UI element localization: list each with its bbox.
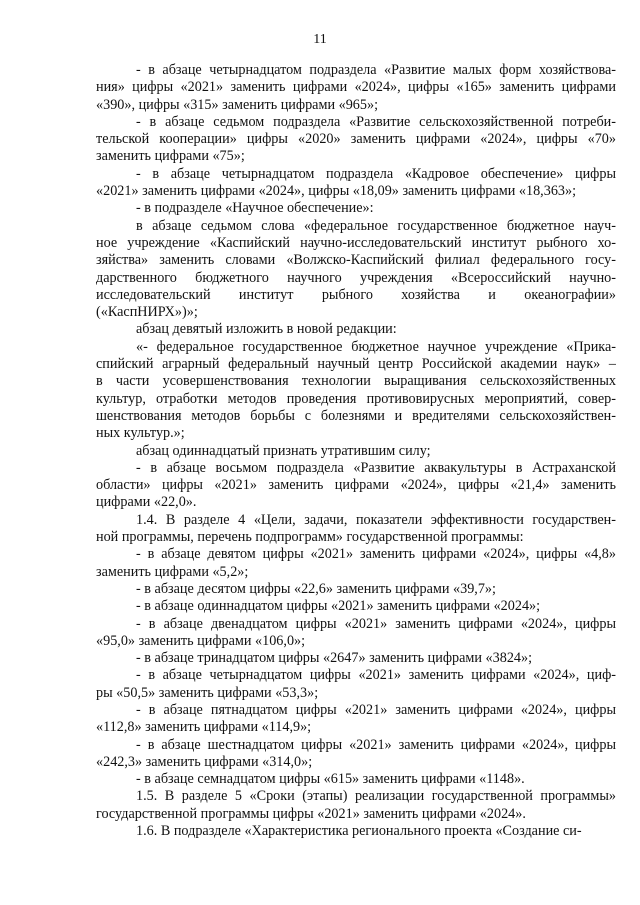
page-number: 11 [313, 32, 327, 47]
text-line: в абзаце седьмом слова «федеральное государственное бюджетное науч- [136, 217, 616, 234]
text-line: - в абзаце двенадцатом цифры «2021» заменить цифрами «2024», цифры [136, 615, 616, 632]
text-line: - в абзаце одиннадцатом цифры «2021» заменить цифрами «2024»; [136, 598, 541, 615]
paragraph [96, 650, 616, 667]
paragraph [96, 581, 616, 598]
text-line: спийский аграрный федеральный научный центр Российской академии наук» – [96, 356, 616, 373]
paragraph [96, 114, 616, 166]
text-line: ное учреждение «Каспийский научно-исследовательский институт рыбного хо- [96, 234, 616, 251]
text-line: 1.4. В разделе 4 «Цели, задачи, показатели эффективности государствен- [136, 511, 616, 528]
text-line: - в абзаце четырнадцатом цифры «2021» заменить цифрами «2024», циф- [136, 667, 616, 684]
text-line: - в абзаце шестнадцатом цифры «2021» заменить цифрами «2024», цифры [136, 736, 616, 753]
paragraph [96, 823, 616, 840]
paragraph [96, 788, 616, 823]
text-line: «390», цифры «315» заменить цифрами «965»; [96, 96, 379, 113]
paragraph [96, 339, 616, 443]
text-line: - в абзаце семнадцатом цифры «615» заменить цифрами «1148». [136, 771, 525, 788]
text-line: «2021» заменить цифрами «2024», цифры «18,09» заменить цифрами «18,363»; [96, 183, 577, 200]
paragraph [96, 460, 616, 512]
text-line: абзац девятый изложить в новой редакции: [136, 321, 397, 338]
text-line: («КаспНИРХ»)»; [96, 304, 198, 321]
text-line: «112,8» заменить цифрами «114,9»; [96, 719, 312, 736]
text-line: цифрами «22,0». [96, 494, 197, 511]
text-line: исследовательский институт рыбного хозяйства и океанографии» [96, 286, 616, 303]
paragraph [96, 702, 616, 737]
text-line: «242,3» заменить цифрами «314,0»; [96, 753, 313, 770]
text-line: области» цифры «2021» заменить цифрами «2024», цифры «21,4» заменить [96, 477, 616, 494]
text-line: - в абзаце пятнадцатом цифры «2021» заменить цифрами «2024», цифры [136, 701, 616, 718]
text-line: абзац одиннадцатый признать утратившим силу; [136, 442, 431, 459]
paragraph [96, 218, 616, 322]
text-line: - в абзаце четырнадцатом подраздела «Кадровое обеспечение» цифры [136, 165, 616, 182]
paragraph [96, 512, 616, 547]
paragraph [96, 443, 616, 460]
text-line: зяйства» заменить словами «Волжско-Каспийский филиал федерального госу- [96, 252, 616, 269]
text-line: - в абзаце восьмом подраздела «Развитие аквакультуры в Астраханской [136, 459, 616, 476]
text-line: в части усовершенствования технологии выращивания сельскохозяйственных [96, 373, 616, 390]
paragraph [96, 62, 616, 114]
text-line: - в абзаце десятом цифры «22,6» заменить цифрами «39,7»; [136, 580, 496, 597]
text-line: дарственного бюджетного научного учреждения «Всероссийский научно- [96, 269, 616, 286]
text-line: 1.6. В подразделе «Характеристика регионального проекта «Создание си- [136, 823, 582, 840]
text-line: культур, отработки методов проведения противовирусных мероприятий, совер- [96, 390, 616, 407]
text-line: тельской кооперации» цифры «2020» заменить цифрами «2024», цифры «70» [96, 131, 616, 148]
text-line: - в подразделе «Научное обеспечение»: [136, 200, 374, 217]
text-line: заменить цифрами «75»; [96, 148, 245, 165]
text-line: ния» цифры «2021» заменить цифрами «2024», цифры «165» заменить цифрами [96, 79, 616, 96]
paragraph [96, 166, 616, 201]
text-line: ры «50,5» заменить цифрами «53,3»; [96, 684, 319, 701]
text-line: «95,0» заменить цифрами «106,0»; [96, 632, 306, 649]
text-line: ных культур.»; [96, 425, 185, 442]
text-line: заменить цифрами «5,2»; [96, 563, 249, 580]
paragraph [96, 737, 616, 772]
paragraph [96, 546, 616, 581]
paragraph [96, 616, 616, 651]
paragraph [96, 771, 616, 788]
text-line: ной программы, перечень подпрограмм» государственной программы: [96, 529, 524, 546]
paragraph [96, 200, 616, 217]
text-line: 1.5. В разделе 5 «Сроки (этапы) реализации государственной программы» [136, 788, 616, 805]
document-body [96, 62, 616, 840]
text-line: - в абзаце девятом цифры «2021» заменить цифрами «2024», цифры «4,8» [136, 546, 616, 563]
text-line: государственной программы цифры «2021» заменить цифрами «2024». [96, 805, 526, 822]
text-line: шенствования методов борьбы с болезнями и вредителями сельскохозяйствен- [96, 407, 616, 424]
paragraph [96, 598, 616, 615]
text-line: - в абзаце четырнадцатом подраздела «Развитие малых форм хозяйствова- [136, 62, 616, 78]
text-line: «- федеральное государственное бюджетное научное учреждение «Прика- [136, 338, 616, 355]
text-line: - в абзаце седьмом подраздела «Развитие сельскохозяйственной потреби- [136, 113, 616, 130]
paragraph [96, 321, 616, 338]
paragraph [96, 667, 616, 702]
text-line: - в абзаце тринадцатом цифры «2647» заменить цифрами «3824»; [136, 650, 533, 667]
